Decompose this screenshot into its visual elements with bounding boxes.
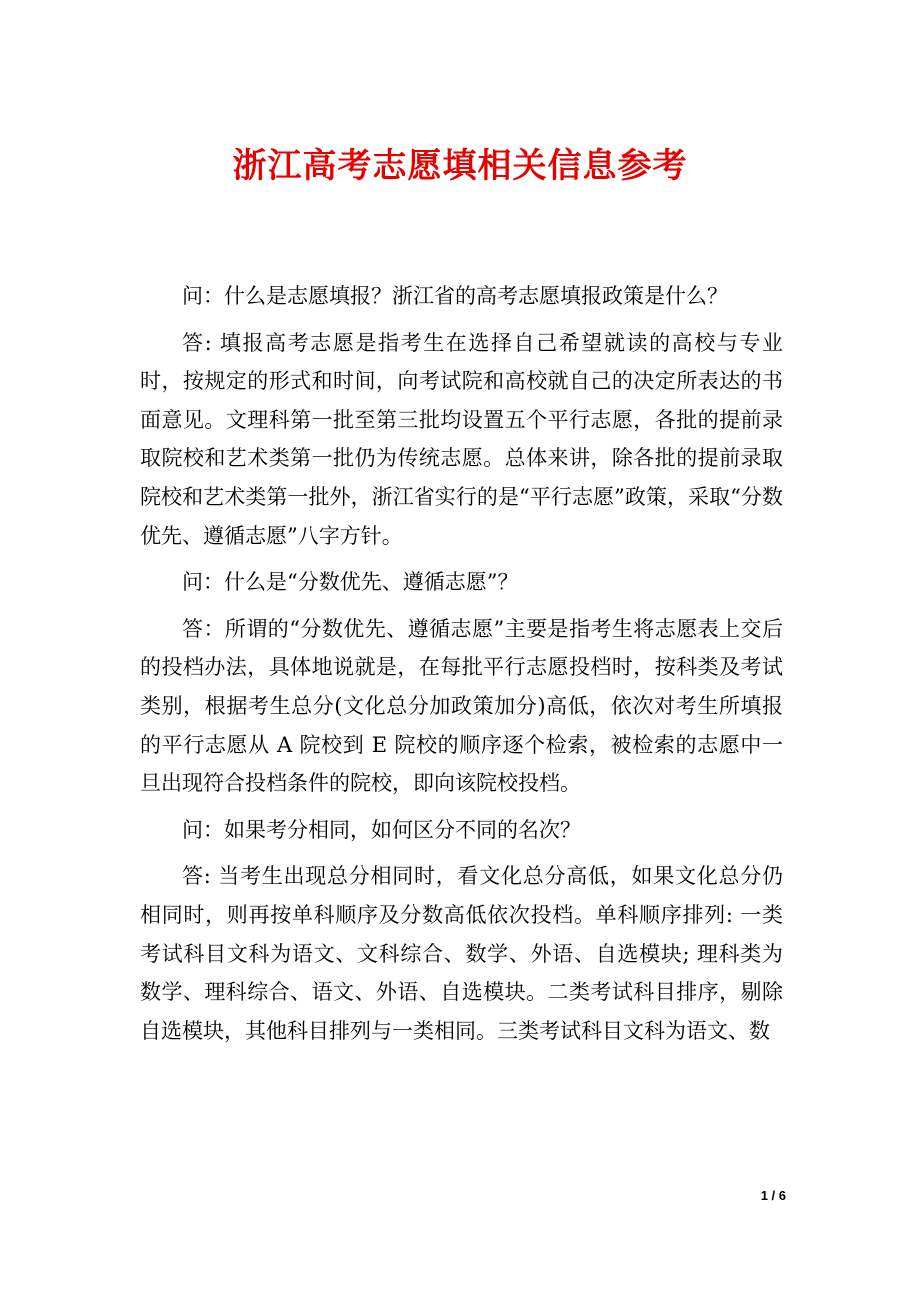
paragraph-question-3: 问：如果考分相同，如何区分不同的名次？ [182,817,581,842]
page-number: 1 / 6 [760,1188,786,1203]
paragraph-question-1: 问：什么是志愿填报？浙江省的高考志愿填报政策是什么？ [182,284,728,308]
document-title: 浙江高考志愿填相关信息参考 [232,146,688,186]
document-body [140,277,783,1058]
paragraph-answer-3: 答: 当考生出现总分相同时，看文化总分高低，如果文化总分仍相同时，则再按单科顺序及分数高低依次投档。单科顺序排列: 一类考试科目文科为语文、文科综合、数学、外语、自选模块; 理科类为数学、理科综合、语文、外语、自选模块。二类考试科目排序，剔除自选模块，其他科目排列与一类相同。三类考试科目文科为语文、数 [140,864,783,1043]
paragraph-answer-1: 答: 填报高考志愿是指考生在选择自己希望就读的高校与专业时，按规定的形式和时间，向考试院和高校就自己的决定所表达的书面意见。文理科第一批至第三批均设置五个平行志愿，各批的提前录取院校和艺术类第一批仍为传统志愿。总体来讲，除各批的提前录取院校和艺术类第一批外，浙江省实行的是“平行志愿”政策，采取“分数优先、遵循志愿”八字方针。 [140,330,783,548]
paragraph-question-2: 问：什么是“分数优先、遵循志愿”？ [182,570,519,595]
paragraph-answer-2: 答：所谓的“分数优先、遵循志愿”主要是指考生将志愿表上交后的投档办法，具体地说就是，在每批平行志愿投档时，按科类及考试类别，根据考生总分(文化总分加政策加分)高低，依次对考生所填报的平行志愿从 A 院校到 E 院校的顺序逐个检索，被检索的志愿中一旦出现符合投档条件的院校，即向该院校投档。 [140,616,783,796]
